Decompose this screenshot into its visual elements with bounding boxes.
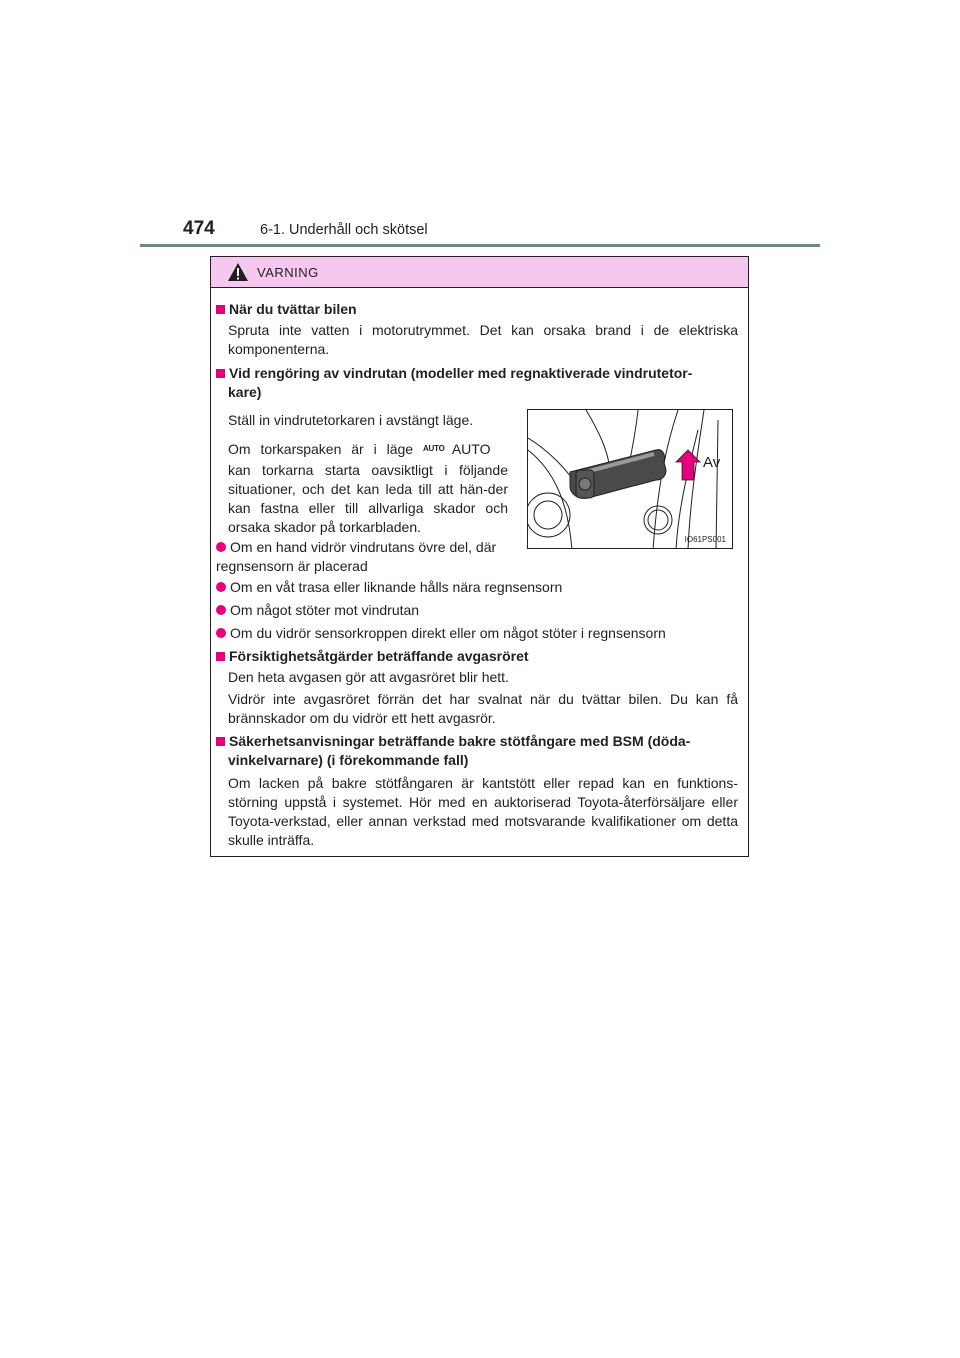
illustration-label-av: Av	[703, 454, 721, 471]
section-heading: Försiktighetsåtgärder beträffande avgasröret	[216, 647, 746, 666]
square-bullet-icon	[216, 305, 225, 314]
auto-mode-icon: AUTO	[422, 444, 445, 453]
auto-line: Om torkarspaken är i läge AUTO AUTO	[228, 441, 491, 457]
page-number: 474	[183, 218, 215, 239]
warning-title: VARNING	[257, 265, 319, 280]
round-bullet-icon	[216, 542, 226, 552]
wiper-lever-illustration	[527, 409, 733, 549]
section-text: Spruta inte vatten i motorutrymmet. Det kan orsaka brand i de elektriska komponenterna.	[228, 322, 738, 357]
section-text: Vidrör inte avgasröret förrän det har svalnat när du tvättar bilen. Du kan få brännskador om du vidrör ett hett avgasrör.	[228, 691, 738, 726]
list-item: Om en hand vidrör vindrutans övre del, där regnsensorn är placerad	[216, 539, 497, 574]
list-item: Om en våt trasa eller liknande hålls nära regnsensorn	[216, 578, 562, 597]
round-bullet-icon	[216, 605, 226, 615]
section-text: Den heta avgasen gör att avgasröret blir hett.	[228, 669, 509, 685]
round-bullet-icon	[216, 582, 226, 592]
section-heading: Vid rengöring av vindrutan (modeller med regnaktiverade vindrutetor-	[216, 364, 746, 383]
section-intro: Ställ in vindrutetorkaren i avstängt läge.	[228, 412, 474, 428]
warning-header	[211, 257, 748, 288]
round-bullet-icon	[216, 628, 226, 638]
section-heading: När du tvättar bilen	[216, 300, 746, 319]
illustration-code: IO61PS001	[684, 535, 726, 544]
warning-triangle-icon	[227, 262, 249, 282]
square-bullet-icon	[216, 737, 225, 746]
section-heading: Säkerhetsanvisningar beträffande bakre stötfångare med BSM (döda-	[216, 732, 746, 751]
auto-description: kan torkarna starta oavsiktligt i följande situationer, och det kan leda till att hän-der kan fastna eller till allvarliga skador och orsaka skador på torkarbladen.	[228, 462, 508, 535]
square-bullet-icon	[216, 652, 225, 661]
wiper-lever-drawing	[528, 410, 733, 549]
section-title: 6-1. Underhåll och skötsel	[260, 222, 428, 238]
section-heading-cont: vinkelvarnare) (i förekommande fall)	[228, 752, 469, 768]
square-bullet-icon	[216, 369, 225, 378]
header-rule	[140, 244, 820, 247]
warning-box	[210, 256, 749, 857]
list-item: Om något stöter mot vindrutan	[216, 601, 419, 620]
list-item: Om du vidrör sensorkroppen direkt eller om något stöter i regnsensorn	[216, 624, 666, 643]
section-heading-cont: kare)	[228, 384, 262, 400]
section-text: Om lacken på bakre stötfångaren är kantstött eller repad kan en funktions-störning uppstå i systemet. Hör med en auktoriserad Toyota-återförsäljare eller Toyota-verkstad, eller annan verkstad med motsvarande kvalifikationer om detta skulle inträffa.	[228, 775, 738, 848]
